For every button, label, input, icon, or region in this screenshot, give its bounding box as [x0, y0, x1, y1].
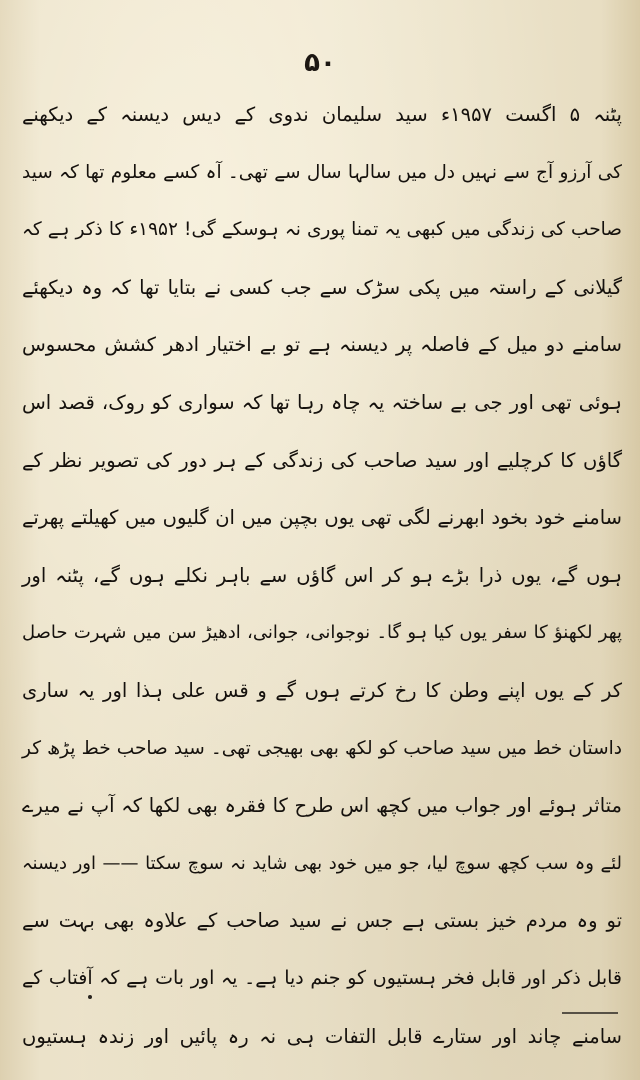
text-line: گاؤں کا کرچلیے اور سید صاحب کی زندگی کے ہر دور کی تصویر نظر کے — [22, 448, 622, 472]
text-line: پھر لکھنؤ کا سفر یوں کیا ہو گا۔ نوجوانی، جوانی، ادھیڑ سن میں شہرت حاصل — [22, 622, 622, 644]
text-line: سامنے چاند اور ستارے قابل التفات ہی نہ رہ پائیں اور زندہ ہستیوں — [22, 1024, 622, 1048]
text-line: ہوں گے، یوں ذرا بڑے ہو کر اس گاؤں سے باہر نکلے ہوں گے، پٹنہ اور — [22, 563, 622, 587]
text-line: متاثر ہوئے اور جواب میں کچھ اس طرح کا فقرہ بھی لکھا کہ آپ نے میرے — [22, 794, 622, 818]
text-line: سامنے خود بخود ابھرنے لگی تھی یوں بچپن میں ان گلیوں میں کھیلتے پھرتے — [22, 506, 622, 530]
ink-dot — [88, 995, 92, 999]
text-line: پٹنہ ۵ اگست ۱۹۵۷ء سید سلیمان ندوی کے دیس دیسنہ کے دیکھنے — [22, 103, 622, 126]
body-text — [22, 86, 622, 1065]
text-line: تو وہ مردم خیز بستی ہے جس نے سید صاحب کے علاوہ بھی بہت سے — [22, 909, 622, 933]
text-line: داستان خط میں سید صاحب کو لکھ بھی بھیجی تھی۔ سید صاحب خط پڑھ کر — [22, 737, 622, 759]
text-line: کر کے یوں اپنے وطن کا رخ کرتے ہوں گے و قس علی ہذا اور یہ ساری — [22, 678, 622, 702]
text-line: گیلانی کے راستہ میں پکی سڑک سے جب کسی نے بتایا تھا کہ وہ دیکھئے — [22, 275, 622, 299]
text-line: لئے وہ سب کچھ سوچ لیا، جو میں خود بھی شاید نہ سوچ سکتا —— اور دیسنہ — [22, 852, 622, 874]
page-number: ۵۰ — [304, 48, 336, 78]
text-line: قابل ذکر اور قابل فخر ہستیوں کو جنم دیا ہے۔ یہ اور بات ہے کہ آفتاب کے — [22, 966, 622, 989]
ink-dash — [562, 1012, 618, 1014]
text-line: صاحب کی زندگی میں کبھی یہ تمنا پوری نہ ہوسکے گی! ۱۹۵۲ء کا ذکر ہے کہ — [22, 219, 622, 241]
text-line: ہوئی تھی اور جی بے ساختہ یہ چاہ رہا تھا کہ سواری کو روک، قصد اس — [22, 390, 622, 414]
text-line: سامنے دو میل کے فاصلہ پر دیسنہ ہے تو بے اختیار ادھر کشش محسوس — [22, 333, 622, 357]
text-line: کی آرزو آج سے نہیں دل میں سالہا سال سے تھی۔ آہ کسے معلوم تھا کہ سید — [22, 161, 622, 183]
